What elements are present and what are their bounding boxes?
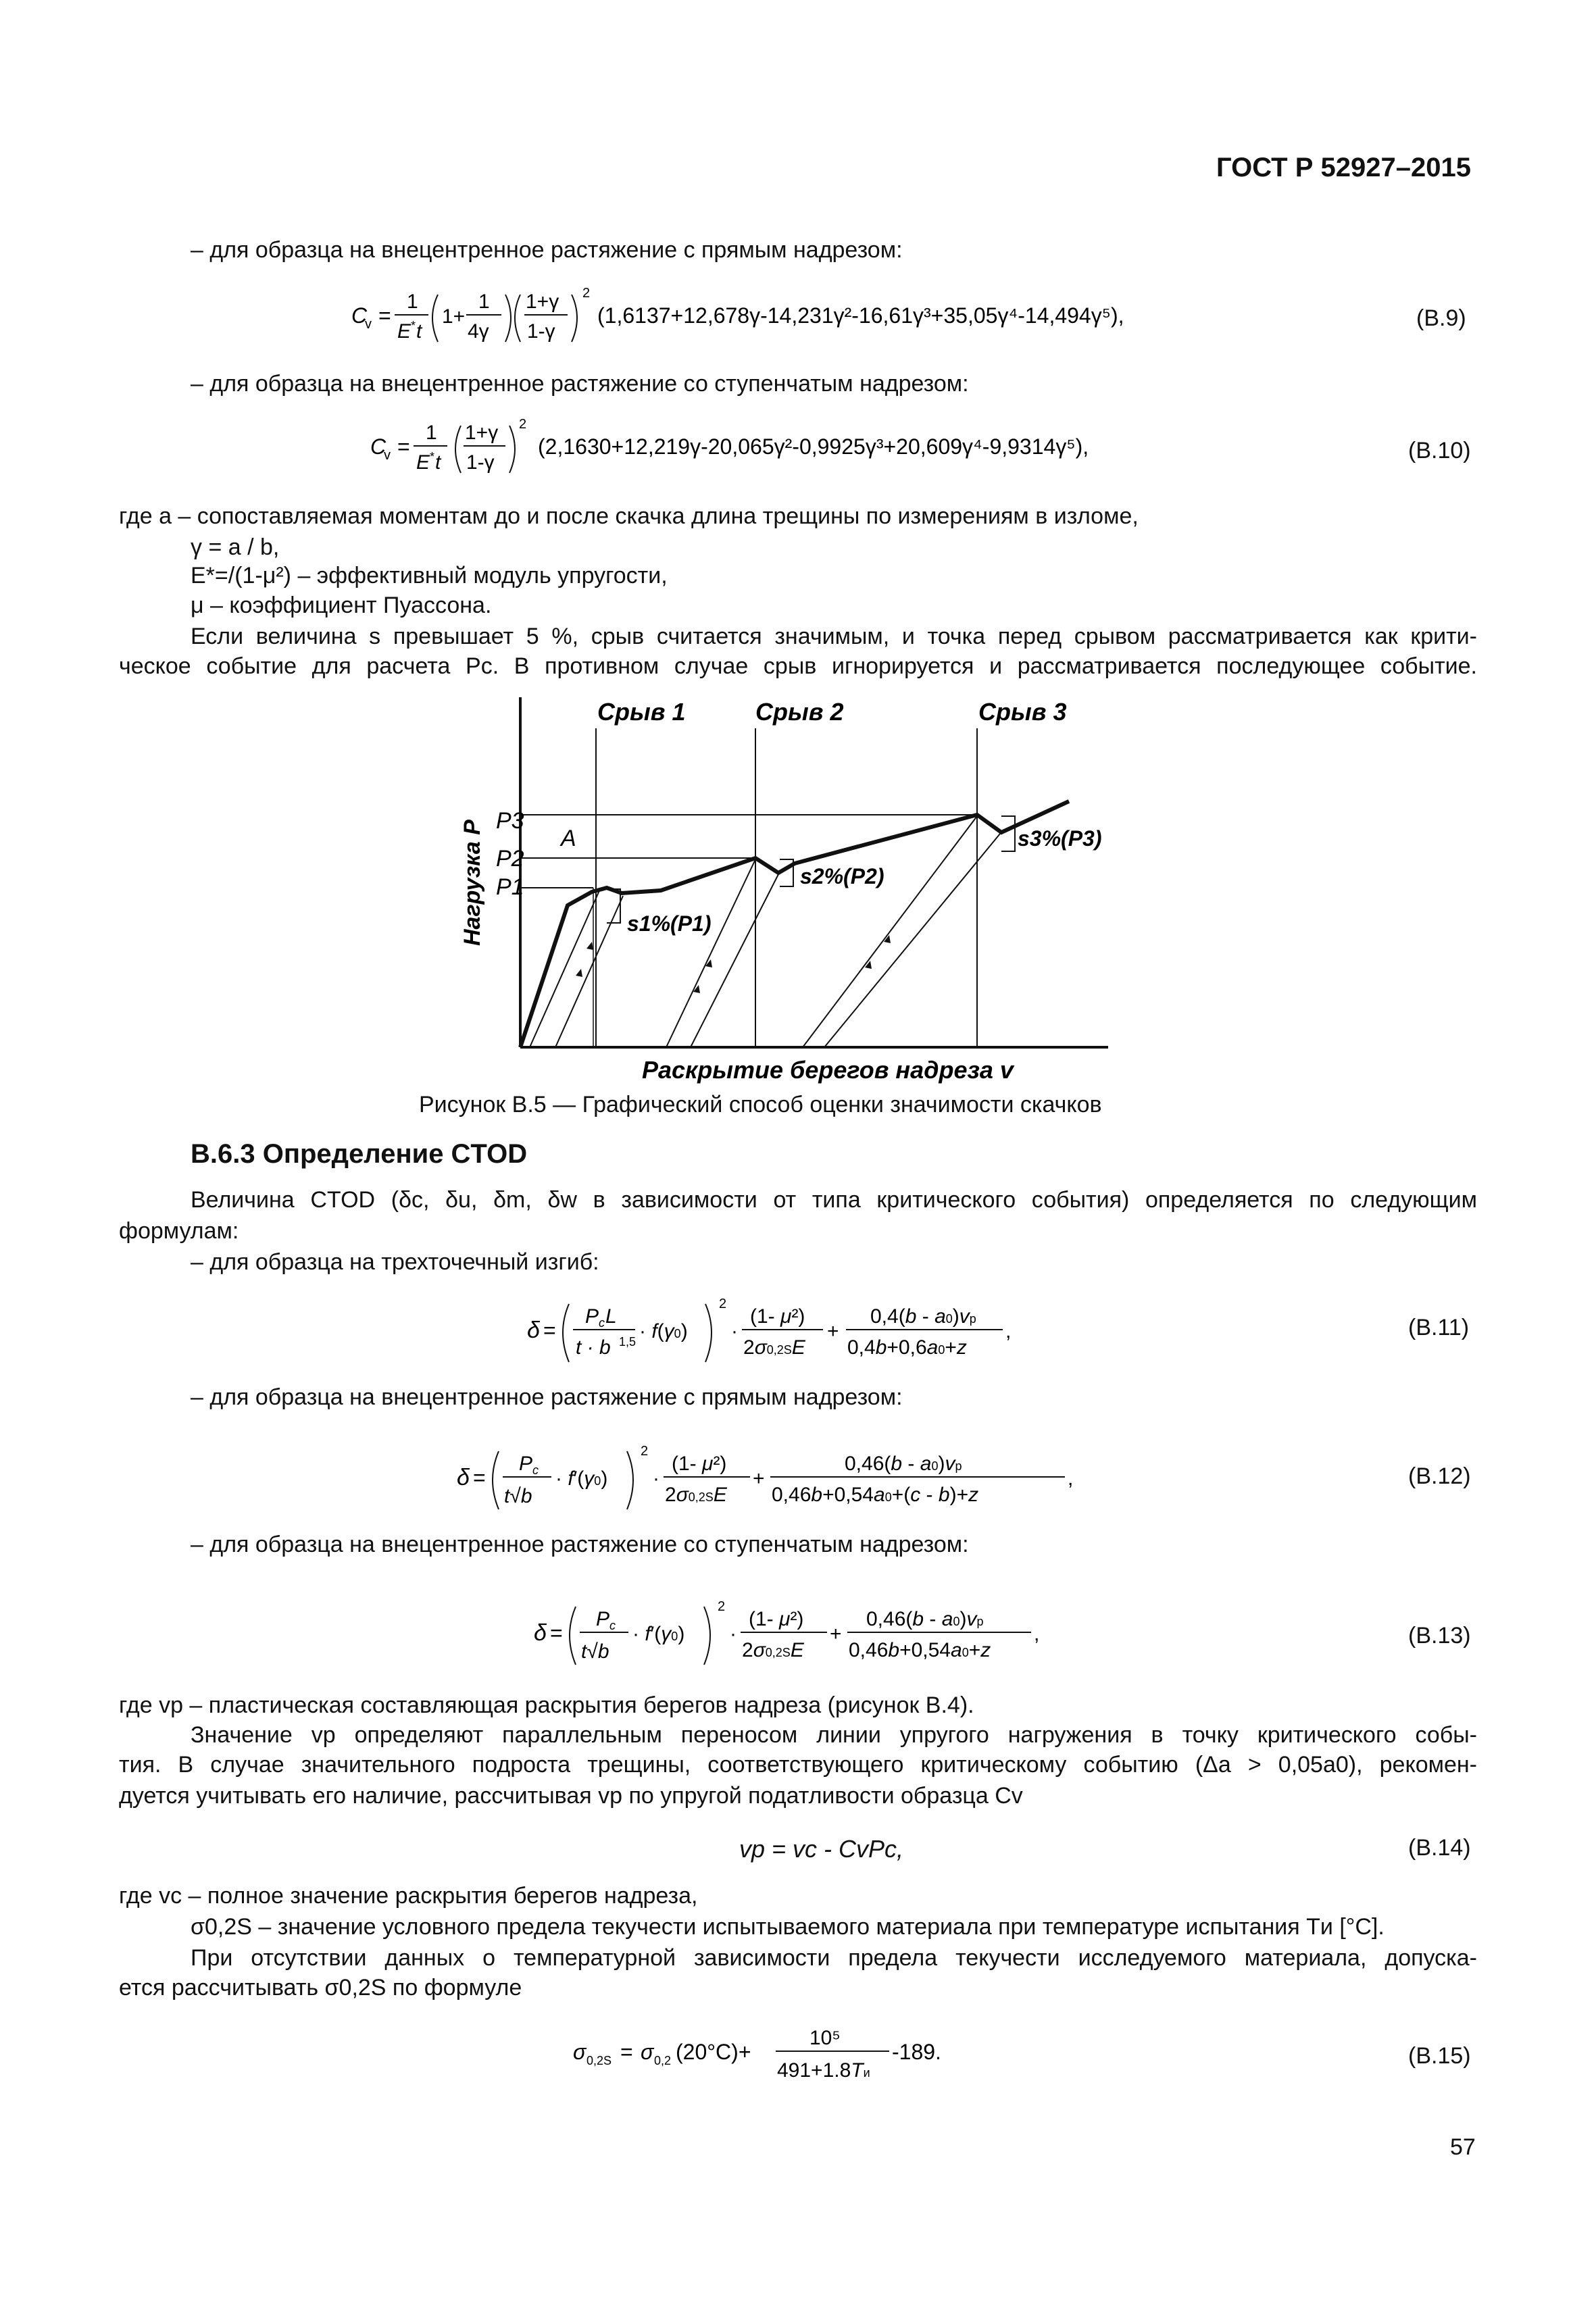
equation-b13: [534, 1594, 1074, 1681]
svg-text:0,46(b - a0)vp: 0,46(b - a0)vp: [845, 1453, 962, 1475]
label-point-a: A: [561, 826, 576, 851]
svg-text:(1- μ²): (1- μ²): [749, 1608, 804, 1630]
svg-text:2: 2: [718, 1599, 726, 1614]
svg-text:0,46b+0,54a0+(c - b)+z: 0,46b+0,54a0+(c - b)+z: [772, 1484, 979, 1506]
svg-text:σ: σ: [573, 2040, 587, 2064]
equation-b12-graphic: [457, 1439, 1105, 1520]
label-jump-2: Срыв 2: [755, 698, 844, 726]
svg-text:1+: 1+: [442, 305, 466, 328]
svg-text:,: ,: [1034, 1623, 1040, 1645]
paragraph-b10-intro: – для образца на внецентренное растяжение со ступенчатым надрезом:: [191, 371, 969, 397]
equation-b11-number: (В.11): [1408, 1315, 1470, 1340]
svg-text:2: 2: [582, 286, 591, 301]
svg-text:· f′(γ0): · f′(γ0): [632, 1623, 685, 1645]
svg-text:C: C: [370, 434, 386, 459]
equation-b15-graphic: [573, 2017, 1005, 2098]
paragraph-b12-intro: – для образца на внецентренное растяжение с прямым надрезом:: [191, 1384, 903, 1410]
svg-text:*: *: [411, 319, 416, 332]
svg-text:L: L: [605, 1305, 617, 1328]
svg-text:=: =: [473, 1465, 486, 1490]
svg-text:P: P: [519, 1453, 533, 1475]
svg-text:491+1.8Tи: 491+1.8Tи: [777, 2059, 870, 2082]
svg-text:1+γ: 1+γ: [465, 422, 499, 444]
svg-text:+: +: [753, 1467, 765, 1490]
label-p3: P3: [496, 808, 524, 834]
svg-text:1: 1: [426, 422, 437, 444]
svg-text:=: =: [378, 303, 391, 328]
figure-b5-graphic: [432, 689, 1135, 1095]
vc-definition: где vc – полное значение раскрытия берегов надреза,: [119, 1883, 698, 1909]
significance-line-2: ческое событие для расчета Pc. В противном случае срыв игнорируется и рассматривается последующее событие.: [119, 653, 1477, 679]
svg-text:10⁵: 10⁵: [809, 2027, 841, 2049]
svg-text:σ: σ: [641, 2040, 654, 2064]
unload-3: [803, 816, 977, 1047]
svg-text:0,4b+0,6a0+z: 0,4b+0,6a0+z: [847, 1336, 967, 1359]
svg-text:C: C: [351, 303, 368, 328]
svg-text:2σ0,2SE: 2σ0,2SE: [743, 1336, 805, 1359]
svg-text:=: =: [550, 1621, 563, 1645]
arrow-1b: [587, 942, 593, 950]
svg-text:2σ0,2SE: 2σ0,2SE: [742, 1639, 804, 1661]
label-p2: P2: [496, 846, 524, 872]
svg-text:t: t: [416, 320, 422, 343]
svg-text:·: ·: [731, 1320, 738, 1342]
svg-text:1,5: 1,5: [619, 1335, 637, 1349]
svg-text:v: v: [384, 448, 391, 463]
equation-b15: [573, 2017, 1005, 2104]
svg-text:1: 1: [478, 291, 490, 313]
ctod-line-2: формулам:: [119, 1218, 239, 1244]
equation-b14: vp = vc - CvPc,: [739, 1835, 904, 1863]
equation-b14-number: (В.14): [1408, 1835, 1471, 1861]
svg-text:(20°C)+: (20°C)+: [676, 2040, 751, 2064]
section-heading: В.6.3 Определение CTOD: [191, 1139, 528, 1169]
unload-2: [666, 859, 755, 1047]
svg-text:·: ·: [730, 1623, 737, 1645]
equation-b11: [527, 1292, 1054, 1378]
sigma-definition: σ0,2S – значение условного предела текучести испытываемого материала при температуре испытания Tи [°C].: [191, 1914, 1385, 1940]
gamma-definition: γ = a / b,: [191, 534, 280, 560]
svg-text:t: t: [435, 451, 441, 474]
arrow-3a: [865, 961, 872, 969]
poisson-definition: μ – коэффициент Пуассона.: [191, 593, 492, 618]
svg-text:δ: δ: [534, 1620, 547, 1646]
svg-text:v: v: [365, 317, 372, 332]
svg-text:=: =: [397, 434, 410, 459]
svg-text:1: 1: [407, 291, 418, 313]
svg-text:1+γ: 1+γ: [526, 291, 559, 313]
label-p1: P1: [496, 874, 524, 900]
equation-b12: [457, 1439, 1105, 1526]
svg-text:,: ,: [1068, 1467, 1074, 1490]
svg-text:(1- μ²): (1- μ²): [750, 1305, 805, 1328]
ctod-line-1: Величина CTOD (δc, δu, δm, δw в зависимости от типа критического события) определяется по следующим: [191, 1187, 1477, 1213]
load-curve: [520, 801, 1069, 1047]
paragraph-b13-intro: – для образца на внецентренное растяжение со ступенчатым надрезом:: [191, 1532, 969, 1557]
equation-b10-graphic: [370, 413, 1249, 488]
unload-2b: [691, 874, 778, 1047]
svg-text:t√b: t√b: [504, 1485, 532, 1507]
svg-text:·: ·: [653, 1467, 659, 1490]
svg-text:4γ: 4γ: [468, 320, 489, 343]
svg-text:P: P: [585, 1305, 599, 1328]
svg-text:c: c: [609, 1619, 616, 1632]
bracket-s3: [1001, 816, 1015, 851]
doc-header: ГОСТ Р 52927–2015: [1216, 153, 1471, 182]
unload-1b: [555, 896, 623, 1047]
svg-text:0,46b+0,54a0+z: 0,46b+0,54a0+z: [849, 1639, 991, 1661]
equation-b13-graphic: [534, 1594, 1074, 1676]
equation-b15-number: (В.15): [1408, 2043, 1471, 2069]
svg-text:· f′(γ0): · f′(γ0): [555, 1467, 608, 1490]
equation-b9: [351, 282, 1318, 362]
svg-text:c: c: [532, 1463, 539, 1477]
svg-text:c: c: [599, 1316, 605, 1330]
equation-b12-number: (В.12): [1408, 1463, 1471, 1489]
svg-text:=: =: [543, 1318, 556, 1342]
svg-text:+: +: [827, 1320, 839, 1342]
figure-b5: [432, 689, 1135, 1098]
svg-text:(1,6137+12,678γ-14,231γ²-16,61: (1,6137+12,678γ-14,231γ²-16,61γ³+35,05γ⁴-14,494γ⁵),: [597, 303, 1124, 328]
equation-b13-number: (В.13): [1408, 1623, 1471, 1649]
svg-text:=: =: [620, 2040, 633, 2064]
equation-b9-graphic: [351, 282, 1318, 357]
figure-caption: Рисунок В.5 — Графический способ оценки значимости скачков: [419, 1092, 1102, 1117]
svg-text:-189.: -189.: [892, 2040, 941, 2064]
where-a-definition: где a – сопоставляемая моментам до и после скачка длина трещины по измерениям в изломе,: [119, 503, 1139, 529]
svg-text:δ: δ: [527, 1317, 540, 1343]
svg-text:1-γ: 1-γ: [527, 320, 555, 343]
vp-definition: где vp – пластическая составляющая раскрытия берегов надреза (рисунок В.4).: [119, 1692, 974, 1718]
label-jump-1: Срыв 1: [597, 698, 686, 726]
equation-b9-number: (В.9): [1416, 305, 1466, 331]
vp-line-1: Значение vp определяют параллельным переносом линии упругого нагружения в точку критического собы-: [191, 1722, 1477, 1748]
absent-line-1: При отсутствии данных о температурной зависимости предела текучести исследуемого материала, допуска-: [191, 1945, 1477, 1971]
svg-text:(2,1630+12,219γ-20,065γ²-0,992: (2,1630+12,219γ-20,065γ²-0,9925γ³+20,609γ⁴-9,9314γ⁵),: [538, 434, 1089, 459]
equation-b10: [370, 413, 1249, 493]
label-s2: s2%(P2): [800, 864, 884, 888]
svg-text:2: 2: [641, 1444, 649, 1459]
svg-text:0,4(b - a0)vp: 0,4(b - a0)vp: [870, 1305, 976, 1328]
vp-line-2: тия. В случае значительного подроста трещины, соответствующего критическому событию (Δa > 0,05a0), рекомен-: [119, 1752, 1477, 1778]
svg-text:δ: δ: [457, 1465, 470, 1490]
page-number: 57: [1450, 2134, 1476, 2160]
effective-modulus-definition: E*=/(1-μ²) – эффективный модуль упругости,: [191, 563, 668, 588]
svg-text:0,46(b - a0)vp: 0,46(b - a0)vp: [866, 1608, 984, 1630]
svg-text:(1- μ²): (1- μ²): [672, 1453, 727, 1475]
paragraph-b11-intro: – для образца на трехточечный изгиб:: [191, 1249, 599, 1275]
x-axis-label: Раскрытие берегов надреза v: [642, 1056, 1014, 1084]
svg-text:P: P: [596, 1608, 610, 1630]
svg-text:,: ,: [1005, 1320, 1012, 1342]
label-jump-3: Срыв 3: [978, 698, 1067, 726]
svg-text:t√b: t√b: [581, 1640, 609, 1663]
svg-text:· f(γ0): · f(γ0): [639, 1320, 688, 1342]
svg-text:2σ0,2SE: 2σ0,2SE: [665, 1484, 727, 1506]
y-axis-label: Нагрузка P: [459, 820, 485, 946]
absent-line-2: ется рассчитывать σ0,2S по формуле: [119, 1975, 522, 2001]
equation-b10-number: (В.10): [1408, 438, 1471, 463]
label-s3: s3%(P3): [1018, 826, 1102, 851]
vp-line-3: дуется учитывать его наличие, рассчитывая vp по упругой податливости образца Cv: [119, 1783, 1023, 1809]
svg-text:t · b: t · b: [576, 1336, 611, 1359]
arrow-1a: [576, 969, 582, 977]
paragraph-b9-intro: – для образца на внецентренное растяжение с прямым надрезом:: [191, 237, 903, 263]
svg-text:2: 2: [519, 417, 527, 432]
svg-text:1-γ: 1-γ: [466, 451, 495, 474]
svg-text:2: 2: [719, 1297, 727, 1311]
equation-b11-graphic: [527, 1292, 1054, 1373]
svg-text:+: +: [830, 1623, 842, 1645]
svg-text:E: E: [397, 320, 412, 343]
svg-text:*: *: [430, 450, 435, 463]
label-s1: s1%(P1): [627, 911, 712, 936]
svg-text:E: E: [416, 451, 430, 474]
significance-line-1: Если величина s превышает 5 %, срыв считается значимым, и точка перед срывом рассматривается как крити-: [191, 624, 1477, 649]
svg-text:0,2: 0,2: [654, 2054, 672, 2067]
svg-text:0,2S: 0,2S: [587, 2054, 612, 2067]
